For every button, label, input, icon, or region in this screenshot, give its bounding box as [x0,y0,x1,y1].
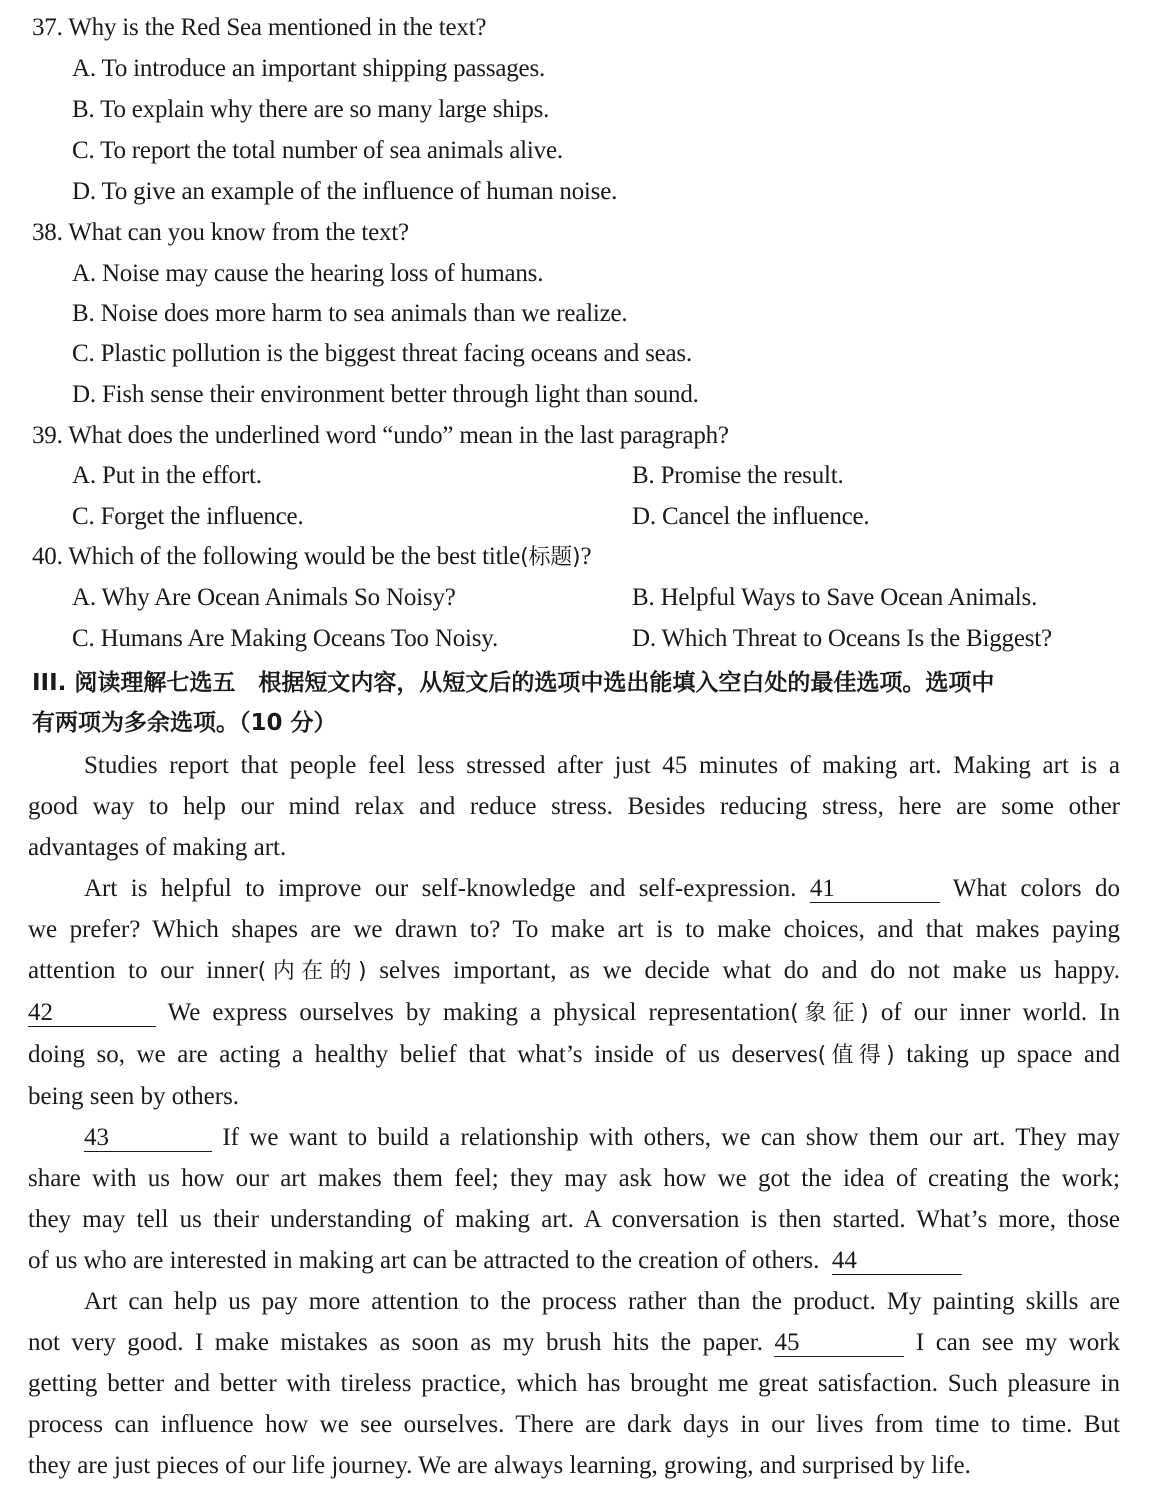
passage-p2-line1-tail: What colors do [952,875,1121,902]
passage-p3-line4 [28,1240,1120,1281]
question-40-option-b: B. Helpful Ways to Save Ocean Animals. [632,584,1038,611]
passage-p2-line3-text: attention to our inner [28,957,258,984]
question-37-option-b: B. To explain why there are so many large ships. [72,96,550,123]
passage-p2-line6: being seen by others. [28,1083,240,1110]
passage-p2-line5-text: doing so, we are acting a healthy belief that what’s inside of us deserves [28,1041,818,1068]
passage-p2-line4 [28,992,1120,1034]
question-37-option-d: D. To give an example of the influence of human noise. [72,178,618,205]
passage-p4-line2-text: not very good. I make mistakes as soon as my brush hits the paper. [28,1329,763,1356]
question-40-stem-text: 40. Which of the following would be the best title [32,543,521,570]
question-37-stem: 37. Why is the Red Sea mentioned in the text? [32,14,487,41]
section-3-heading: III. 阅读理解七选五 根据短文内容，从短文后的选项中选出能填入空白处的最佳选项。选项中 [32,670,995,696]
blank-44[interactable]: 44 [832,1248,962,1275]
question-38-option-b: B. Noise does more harm to sea animals than we realize. [72,300,628,327]
passage-p1-line3: advantages of making art. [28,834,287,861]
question-40-stem-mark: ? [580,543,592,570]
blank-42[interactable]: 42 [28,1000,156,1027]
passage-p1-line2: good way to help our mind relax and reduce stress. Besides reducing stress, here are some other [28,793,1120,820]
question-38-option-c: C. Plastic pollution is the biggest threat facing oceans and seas. [72,340,692,367]
blank-41[interactable]: 41 [810,876,940,903]
question-40-stem [32,542,591,573]
question-40-stem-gloss: (标题) [520,545,581,570]
blank-45[interactable]: 45 [774,1330,904,1357]
passage-p2-line3-tail: selves important, as we decide what do and do not make us happy. [366,957,1120,984]
passage-p4-line5: they are just pieces of our life journey. We are always learning, growing, and surprised by life. [28,1452,971,1479]
passage-p3-line1 [28,1117,1120,1158]
passage-p1-line1: Studies report that people feel less stressed after just 45 minutes of making art. Making art is a [84,752,1120,779]
question-39-stem: 39. What does the underlined word “undo” mean in the last paragraph? [32,422,729,449]
passage-p3-line1-text: If we want to build a relationship with others, we can show them our art. They may [222,1124,1121,1151]
passage-p2-line3 [28,950,1120,992]
passage-p2-line1-text: Art is helpful to improve our self-knowledge and self-expression. [84,875,797,902]
passage-p4-line4: process can influence how we see ourselves. There are dark days in our lives from time to time. But [28,1411,1120,1438]
question-39-option-a: A. Put in the effort. [72,462,262,489]
question-37-option-c: C. To report the total number of sea animals alive. [72,137,563,164]
passage-p3-line4-text: of us who are interested in making art can be attracted to the creation of others. [28,1247,820,1274]
section-3-heading-cont: 有两项为多余选项。（10 分） [32,710,337,736]
passage-p2-line4-tail: of our inner world. In [868,999,1121,1026]
passage-gloss-inner: (内在的) [257,959,367,984]
question-38-stem: 38. What can you know from the text? [32,219,409,246]
passage-p3-line2: share with us how our art makes them feel; they may ask how we got the idea of creating the work; [28,1165,1120,1192]
question-38-option-d: D. Fish sense their environment better through light than sound. [72,381,699,408]
passage-p2-line5 [28,1034,1120,1076]
passage-p4-line3: getting better and better with tireless practice, which has brought me great satisfaction. Such pleasure in [28,1370,1120,1397]
passage-p2-line1 [28,868,1120,909]
question-40-option-a: A. Why Are Ocean Animals So Noisy? [72,584,456,611]
passage-p3-line3: they may tell us their understanding of making art. A conversation is then started. What’s more, those [28,1206,1120,1233]
passage-p2-line5-tail: taking up space and [894,1041,1121,1068]
question-39-option-c: C. Forget the influence. [72,503,304,530]
passage-p4-line1: Art can help us pay more attention to the process rather than the product. My painting skills are [84,1288,1120,1315]
question-39-option-b: B. Promise the result. [632,462,844,489]
passage [28,745,1120,1486]
passage-p4-line2 [28,1322,1120,1363]
passage-p4-line2-tail: I can see my work [915,1329,1121,1356]
question-37-option-a: A. To introduce an important shipping passages. [72,55,546,82]
passage-p2-line4-text: We express ourselves by making a physical representation [156,999,791,1026]
passage-p2-line2: we prefer? Which shapes are we drawn to? To make art is to make choices, and that makes paying [28,916,1120,943]
passage-gloss-deserves: (值得) [817,1043,895,1068]
question-40-option-d: D. Which Threat to Oceans Is the Biggest? [632,625,1052,652]
question-39-option-d: D. Cancel the influence. [632,503,870,530]
passage-gloss-representation: (象征) [790,1001,869,1026]
question-38-option-a: A. Noise may cause the hearing loss of humans. [72,260,544,287]
blank-43[interactable]: 43 [84,1125,212,1152]
question-40-option-c: C. Humans Are Making Oceans Too Noisy. [72,625,499,652]
